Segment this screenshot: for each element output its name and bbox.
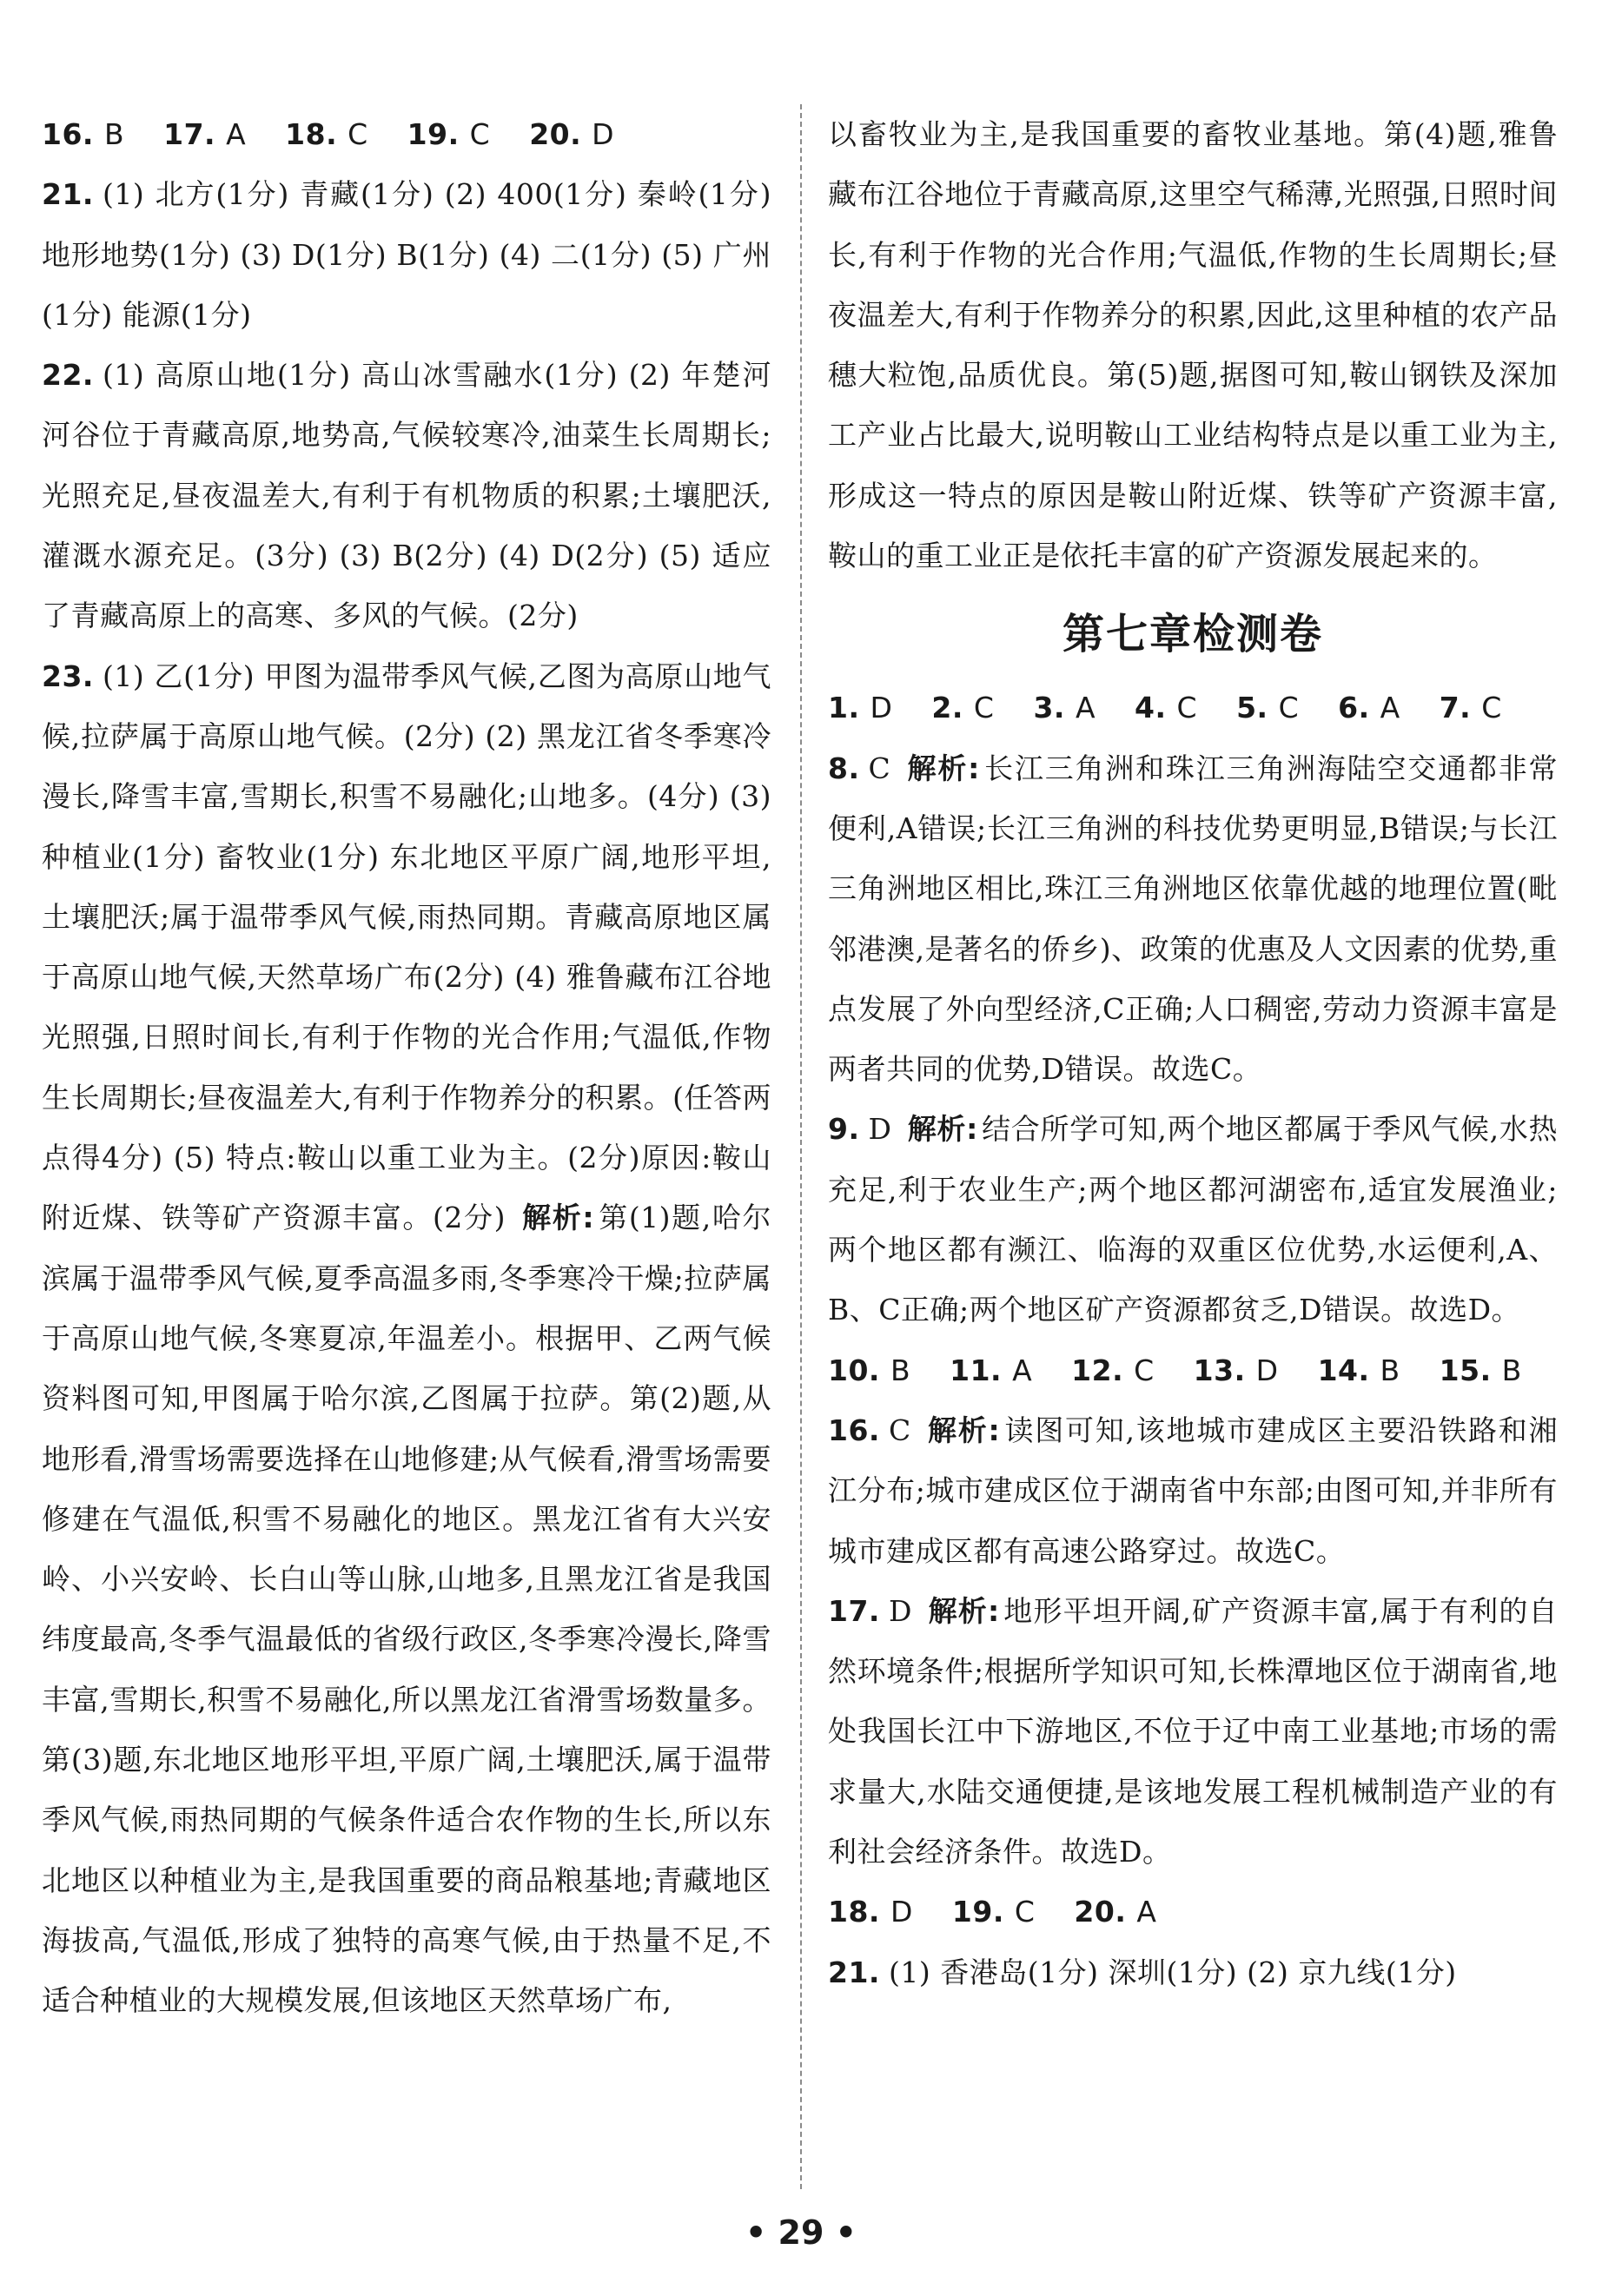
answer-8: 8. C 解析: 长江三角洲和珠江三角洲海陆空交通都非常便利,A错误;长江三角洲的科技优势更明显,B错误;与长江三角洲地区相比,珠江三角洲地区依靠优越的地理位置(毗邻港澳,是著名的侨乡)、政策的优惠及人文因素的优势,重点发展了外向型经济,C正确;人口稠密,劳动力资源丰富是两者共同的优势,D错误。故选C。 <box>828 751 1558 1087</box>
chapter-heading: 第七章检测卷 <box>1062 610 1323 659</box>
answer-23: 23. (1) 乙(1分) 甲图为温带季风气候,乙图为高原山地气候,拉萨属于高原山地气候。(2分) (2) 黑龙江省冬季寒冷漫长,降雪丰富,雪期长,积雪不易融化;山地多。(4分) (3) 种植业(1分) 畜牧业(1分) 东北地区平原广阔,地形平坦,土壤肥沃;属于温带季风气候,雨热同期。青藏高原地区属于高原山地气候,天然草场广布(2分) (4) 雅鲁藏布江谷地光照强,日照时间长,有利于作物的光合作用;气温低,作物生长周期长;昼夜温差大,有利于作物养分的积累。(任答两点得4分) (5) 特点:鞍山以重工业为主。(2分)原因:鞍山附近煤、铁等矿产资源丰富。(2分) 解析: 第(1)题,哈尔滨属于温带季风气候,夏季高温多雨,冬季寒冷干燥;拉萨属于高原山地气候,冬寒夏凉,年温差小。根据甲、乙两气候资料图可知,甲图属于哈尔滨,乙图属于拉萨。第(2)题,从地形看,滑雪场需要选择在山地修建;从气候看,滑雪场需要修建在气温低,积雪不易融化的地区。黑龙江省有大兴安岭、小兴安岭、长白山等山脉,山地多,且黑龙江省是我国纬度最高,冬季气温最低的省级行政区,冬季寒冷漫长,降雪丰富,雪期长,积雪不易融化,所以黑龙江省滑雪场数量多。第(3)题,东北地区地形平坦,平原广阔,土壤肥沃,属于温带季风气候,雨热同期的气候条件适合农作物的生长,所以东北地区以种植业为主,是我国重要的商品粮基地;青藏地区海拔高,气温低,形成了独特的高寒气候,由于热量不足,不适合种植业的大规模发展,但该地区天然草场广布, <box>42 658 772 2018</box>
answer-21: 21. (1) 北方(1分) 青藏(1分) (2) 400(1分) 秦岭(1分) 地形地势(1分) (3) D(1分) B(1分) (4) 二(1分) (5) 广州(1分) 能源(1分) <box>42 177 771 332</box>
answer-22: 22. (1) 高原山地(1分) 高山冰雪融水(1分) (2) 年楚河河谷位于青藏高原,地势高,气候较寒冷,油菜生长周期长;光照充足,昼夜温差大,有利于有机物质的积累;土壤肥沃,灌溉水源充足。(3分) (3) B(2分) (4) D(2分) (5) 适应了青藏高原上的高寒、多风的气候。(2分) <box>42 358 771 633</box>
left-column <box>42 104 771 2031</box>
mc-answers-16-20: 16. B 17. A 18. C 19. C 20. D <box>42 117 615 151</box>
page-number: • 29 • <box>745 2213 857 2252</box>
answer-16: 16. C 解析: 读图可知,该地城市建成区主要沿铁路和湘江分布;城市建成区位于湖南省中东部;由图可知,并非所有城市建成区都有高速公路穿过。故选C。 <box>828 1413 1558 1568</box>
mc-answers-10-15: 10. B 11. A 12. C 13. D 14. B 15. B <box>828 1353 1522 1387</box>
right-column <box>828 104 1558 2002</box>
column-divider <box>800 104 802 2189</box>
mc-answers-1-7: 1. D 2. C 3. A 4. C 5. C 6. A 7. C <box>828 691 1502 725</box>
answer-9: 9. D 解析: 结合所学可知,两个地区都属于季风气候,水热充足,利于农业生产;两个地区都河湖密布,适宜发展渔业;两个地区都有濒江、临海的双重区位优势,水运便利,A、B、C正确;两个地区矿产资源都贫乏,D错误。故选D。 <box>828 1112 1558 1327</box>
answer-21-chapter7: 21. (1) 香港岛(1分) 深圳(1分) (2) 京九线(1分) <box>828 1955 1457 1989</box>
answer-17: 17. D 解析: 地形平坦开阔,矿产资源丰富,属于有利的自然环境条件;根据所学知识可知,长株潭地区位于湖南省,地处我国长江中下游地区,不位于辽中南工业基地;市场的需求量大,水陆交通便捷,是该地发展工程机械制造产业的有利社会经济条件。故选D。 <box>828 1593 1558 1869</box>
answer-23-continuation: 以畜牧业为主,是我国重要的畜牧业基地。第(4)题,雅鲁藏布江谷地位于青藏高原,这里空气稀薄,光照强,日照时间长,有利于作物的光合作用;气温低,作物的生长周期长;昼夜温差大,有利于作物养分的积累,因此,这里种植的农产品穗大粒饱,品质优良。第(5)题,据图可知,鞍山钢铁及深加工产业占比最大,说明鞍山工业结构特点是以重工业为主,形成这一特点的原因是鞍山附近煤、铁等矿产资源丰富,鞍山的重工业正是依托丰富的矿产资源发展起来的。 <box>828 117 1558 573</box>
mc-answers-18-20: 18. D 19. C 20. A <box>828 1895 1157 1929</box>
